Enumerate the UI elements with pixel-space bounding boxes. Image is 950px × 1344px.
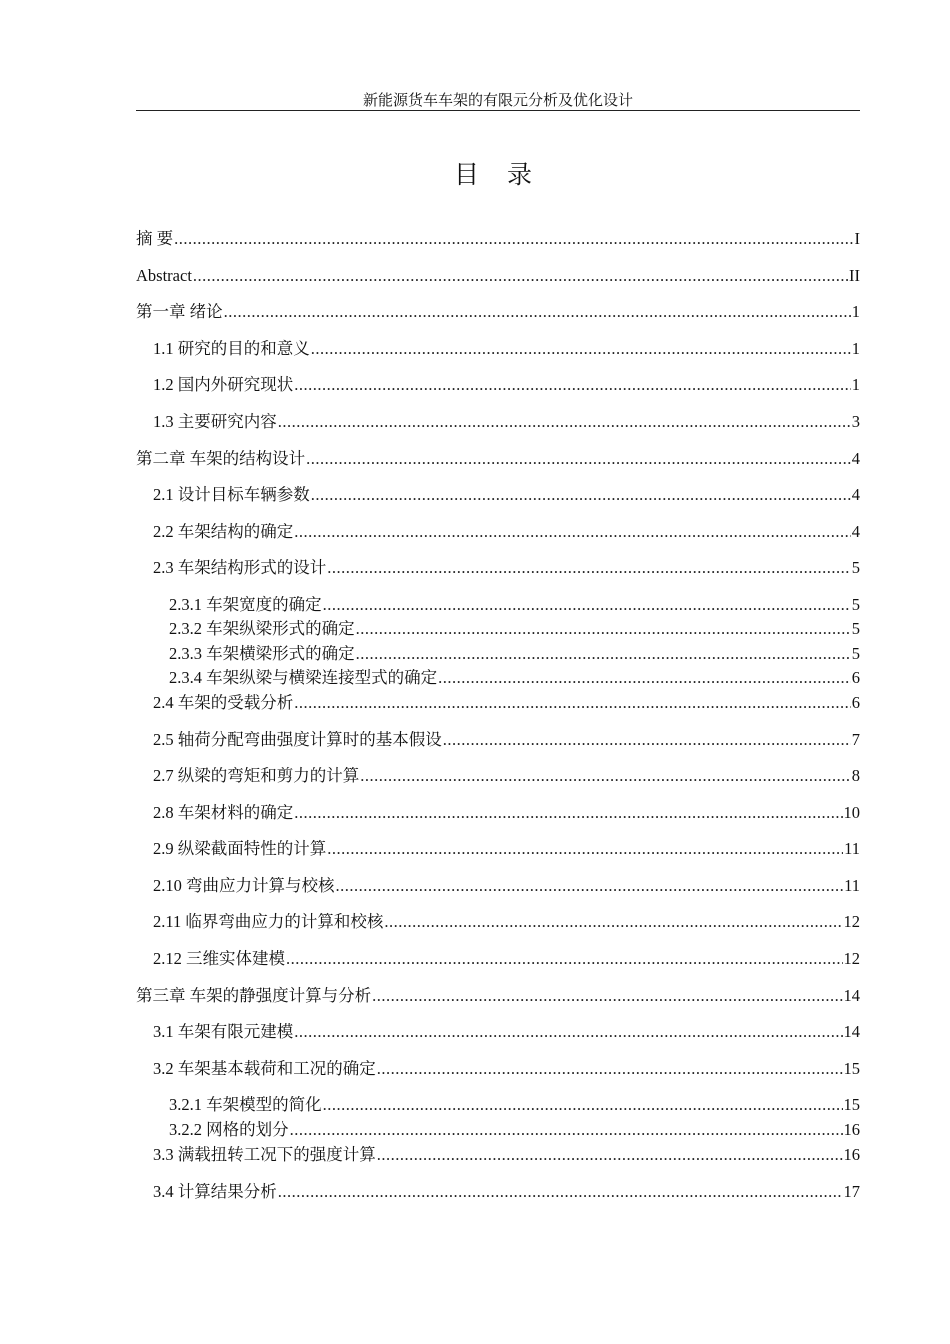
toc-entry-page: 6 bbox=[851, 693, 860, 712]
toc-entry-page: 10 bbox=[843, 803, 860, 822]
toc-entry-label: 第三章 车架的静强度计算与分析 bbox=[136, 986, 372, 1005]
toc-entry-label: 2.10 弯曲应力计算与校核 bbox=[153, 876, 335, 895]
toc-entry-page: 6 bbox=[851, 668, 860, 687]
toc-entry-page: 15 bbox=[843, 1095, 860, 1114]
toc-entry[interactable] bbox=[153, 729, 860, 751]
toc-entry-page: 5 bbox=[851, 644, 860, 663]
toc-entry-label: 1.2 国内外研究现状 bbox=[153, 375, 294, 394]
toc-entry-label: 3.2 车架基本载荷和工况的确定 bbox=[153, 1059, 376, 1078]
toc-entry-label: 2.8 车架材料的确定 bbox=[153, 803, 294, 822]
toc-entry-label: 第一章 绪论 bbox=[136, 302, 223, 321]
toc-entry[interactable] bbox=[153, 1021, 860, 1043]
toc-entry-label: 2.3.2 车架纵梁形式的确定 bbox=[169, 619, 355, 638]
toc-entry[interactable] bbox=[153, 802, 860, 824]
toc-entry-page: 12 bbox=[843, 912, 860, 931]
toc-entry-page: 5 bbox=[851, 558, 860, 577]
toc-entry-page: 11 bbox=[844, 876, 860, 895]
toc-entry-page: II bbox=[849, 266, 860, 285]
toc-title: 目 录 bbox=[454, 160, 542, 189]
toc-entry[interactable] bbox=[153, 911, 860, 933]
toc-entry-label: 2.2 车架结构的确定 bbox=[153, 522, 294, 541]
toc-entry-label: 2.3.4 车架纵梁与横梁连接型式的确定 bbox=[169, 668, 438, 687]
toc-entry-page: 1 bbox=[851, 339, 860, 358]
toc-entry-page: 14 bbox=[843, 986, 860, 1005]
toc-entry-page: 1 bbox=[851, 375, 860, 394]
toc-entry[interactable] bbox=[169, 643, 860, 665]
toc-entry[interactable] bbox=[136, 265, 860, 287]
toc-entry[interactable] bbox=[169, 594, 860, 616]
toc-entry[interactable] bbox=[153, 1144, 860, 1166]
toc-entry-label: 2.3.1 车架宽度的确定 bbox=[169, 595, 322, 614]
toc-entry-page: 4 bbox=[851, 522, 860, 541]
toc-entry-page: 16 bbox=[843, 1145, 860, 1164]
toc-entry[interactable] bbox=[169, 1094, 860, 1116]
toc-entry-label: 2.7 纵梁的弯矩和剪力的计算 bbox=[153, 766, 360, 785]
toc-entry-label: 3.2.2 网格的划分 bbox=[169, 1120, 289, 1139]
toc-entry[interactable] bbox=[136, 448, 860, 470]
toc-entry[interactable] bbox=[153, 692, 860, 714]
toc-entry-label: 3.1 车架有限元建模 bbox=[153, 1022, 294, 1041]
toc-entry-label: 第二章 车架的结构设计 bbox=[136, 449, 306, 468]
toc-entry-label: 1.1 研究的目的和意义 bbox=[153, 339, 310, 358]
toc-entry-label: 3.4 计算结果分析 bbox=[153, 1182, 277, 1201]
toc-entry[interactable] bbox=[153, 521, 860, 543]
toc-entry-page: 4 bbox=[851, 449, 860, 468]
toc-entry-label: 2.4 车架的受载分析 bbox=[153, 693, 294, 712]
running-header: 新能源货车车架的有限元分析及优化设计 bbox=[362, 93, 633, 109]
toc-entry-label: 3.2.1 车架模型的简化 bbox=[169, 1095, 322, 1114]
toc-entry-label: 2.9 纵梁截面特性的计算 bbox=[153, 839, 327, 858]
toc-entry-label: 2.12 三维实体建模 bbox=[153, 949, 285, 968]
toc-entry-label: 摘 要 bbox=[136, 229, 174, 248]
toc-entry[interactable] bbox=[153, 374, 860, 396]
toc-entry[interactable] bbox=[153, 557, 860, 579]
toc-entry[interactable] bbox=[153, 948, 860, 970]
toc-entry-page: 11 bbox=[844, 839, 860, 858]
toc-entry-page: 3 bbox=[851, 412, 860, 431]
toc-entry-page: 1 bbox=[851, 302, 860, 321]
toc-entry-label: 2.1 设计目标车辆参数 bbox=[153, 485, 310, 504]
toc-entry-label: 2.5 轴荷分配弯曲强度计算时的基本假设 bbox=[153, 730, 442, 749]
toc-entry[interactable] bbox=[169, 667, 860, 689]
toc-entry-label: 1.3 主要研究内容 bbox=[153, 412, 277, 431]
toc-entry[interactable] bbox=[169, 1119, 860, 1141]
toc-entry-label: 3.3 满载扭转工况下的强度计算 bbox=[153, 1145, 376, 1164]
toc-entry-page: 5 bbox=[851, 619, 860, 638]
toc-entry[interactable] bbox=[153, 411, 860, 433]
toc-entry-page: 12 bbox=[843, 949, 860, 968]
toc-entry-page: 16 bbox=[843, 1120, 860, 1139]
toc-entry-page: 14 bbox=[843, 1022, 860, 1041]
toc-entry[interactable] bbox=[153, 875, 860, 897]
toc-entry[interactable] bbox=[153, 838, 860, 860]
toc-entry[interactable] bbox=[136, 985, 860, 1007]
toc-entry[interactable] bbox=[153, 1058, 860, 1080]
toc-entry[interactable] bbox=[136, 301, 860, 323]
toc-entry-label: 2.3.3 车架横梁形式的确定 bbox=[169, 644, 355, 663]
toc-entry-page: 15 bbox=[843, 1059, 860, 1078]
toc-entry-label: 2.11 临界弯曲应力的计算和校核 bbox=[153, 912, 384, 931]
toc-entry-page: 7 bbox=[851, 730, 860, 749]
toc-entry-page: 17 bbox=[843, 1182, 860, 1201]
toc-entry-page: 8 bbox=[851, 766, 860, 785]
toc-entry[interactable] bbox=[153, 338, 860, 360]
toc-entry[interactable] bbox=[153, 484, 860, 506]
toc-entry[interactable] bbox=[153, 1181, 860, 1203]
toc-entry-page: I bbox=[854, 229, 860, 248]
toc-entry[interactable] bbox=[153, 765, 860, 787]
toc-entry-page: 4 bbox=[851, 485, 860, 504]
toc-entry[interactable] bbox=[169, 618, 860, 640]
toc-entry-label: Abstract bbox=[136, 266, 192, 285]
toc-entry-page: 5 bbox=[851, 595, 860, 614]
toc-entry-label: 2.3 车架结构形式的设计 bbox=[153, 558, 327, 577]
toc-entry[interactable] bbox=[136, 228, 860, 250]
